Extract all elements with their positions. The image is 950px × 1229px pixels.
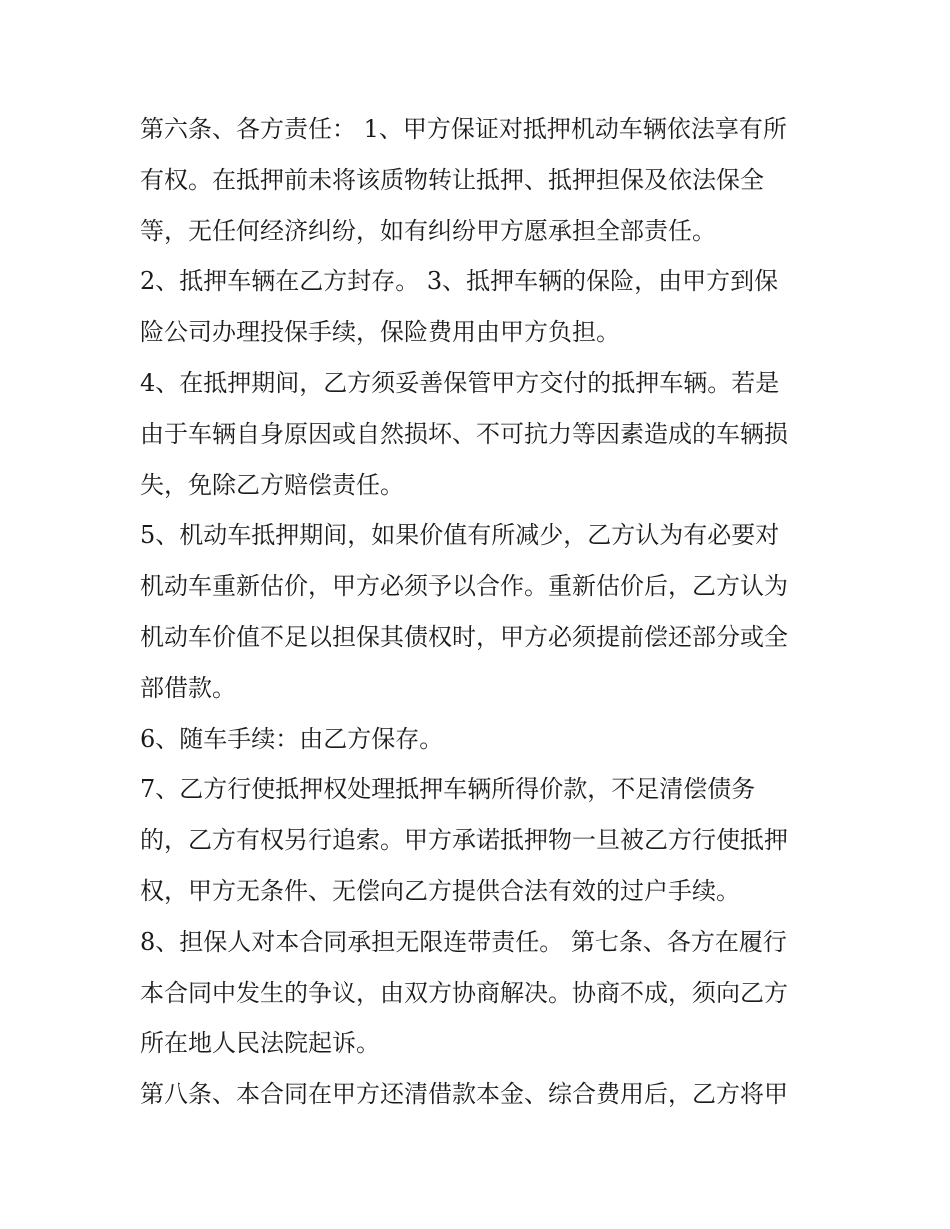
text-line: 的，乙方有权另行追索。甲方承诺抵押物一旦被乙方行使抵押 <box>140 826 788 855</box>
text-line: 权，甲方无条件、无偿向乙方提供合法有效的过户手续。 <box>140 876 740 905</box>
text-line: 6、随车手续：由乙方保存。 <box>140 724 444 753</box>
text-line: 机动车价值不足以担保其债权时，甲方必须提前偿还部分或全 <box>140 622 788 651</box>
text-line: 所在地人民法院起诉。 <box>140 1029 380 1058</box>
text-line: 5、机动车抵押期间，如果价值有所减少，乙方认为有必要对 <box>140 521 780 550</box>
text-line: 2、抵押车辆在乙方封存。 3、抵押车辆的保险，由甲方到保 <box>140 267 779 296</box>
contract-text <box>140 104 820 1120</box>
text-line: 险公司办理投保手续，保险费用由甲方负担。 <box>140 318 620 347</box>
text-line: 由于车辆自身原因或自然损坏、不可抗力等因素造成的车辆损 <box>140 419 788 448</box>
text-line: 第六条、各方责任： 1、甲方保证对抵押机动车辆依法享有所 <box>140 115 787 143</box>
text-line: 等，无任何经济纠纷，如有纠纷甲方愿承担全部责任。 <box>140 216 716 245</box>
text-line: 4、在抵押期间，乙方须妥善保管甲方交付的抵押车辆。若是 <box>140 368 780 397</box>
text-line: 本合同中发生的争议，由双方协商解决。协商不成，须向乙方 <box>140 978 788 1007</box>
text-line: 7、乙方行使抵押权处理抵押车辆所得价款，不足清偿债务 <box>140 775 756 804</box>
text-line: 8、担保人对本合同承担无限连带责任。 第七条、各方在履行 <box>140 927 787 956</box>
text-line: 失，免除乙方赔偿责任。 <box>140 470 404 499</box>
text-line: 有权。在抵押前未将该质物转让抵押、抵押担保及依法保全 <box>140 165 764 194</box>
text-line: 机动车重新估价，甲方必须予以合作。重新估价后，乙方认为 <box>140 572 788 601</box>
text-line: 第八条、本合同在甲方还清借款本金、综合费用后，乙方将甲 <box>140 1080 788 1109</box>
text-line: 部借款。 <box>140 673 236 702</box>
